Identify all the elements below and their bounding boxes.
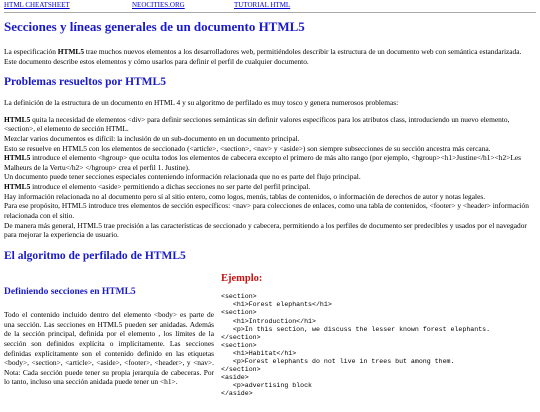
defining-sections-paragraph: Todo el contenido incluido dentro del elemento <body> es parte de una sección. Las secciones en HTML5 pueden ser anidadas. Además de la sección principal, definida por el elemento , los límites de la sección son definidos explícita o implícitamente. Las secciones definidas explícitamente son el contenido definido en las etiquetas <body>, <section>, <article>, <aside>, <footer>, <header>, y <nav>. Nota: Cada sección puede tener su propia jerarquía de cabeceras. Por lo tanto, incluso una sección anidada puede tener un <h1>. (4, 310, 214, 387)
problem-line: HTML5 quita la necesidad de elementos <div> para definir secciones semánticas sin definir valores específicos para los atributos class, introduciendo un nuevo elemento, <section>, el elemento de sección HTML. (4, 114, 510, 134)
left-column (4, 272, 214, 387)
problems-lead: La definición de la estructura de un documento en HTML 4 y su algoritmo de perfilado es muy tosco y genera numerosos problemas: (4, 98, 399, 108)
nav-link-tutorial-html[interactable]: TUTORIAL HTML (234, 1, 291, 9)
intro-paragraph-2: Este documento describe estos elementos y cómo usarlos para definir el perfil de cualquier documento. (4, 56, 309, 66)
problem-line: Hay información relacionada no al documento pero sí al sitio entero, como logos, menús, tablas de contenidos, o información de derechos de autor y notas legales. (4, 191, 486, 201)
subheading-defining-sections: Definiendo secciones en HTML5 (4, 286, 136, 297)
page-title: Secciones y líneas generales de un documento HTML5 (4, 19, 305, 34)
intro-paragraph: La especificación HTML5 trae muchos nuevos elementos a los desarrolladores web, permitiéndoles describir la estructura de un documento web con semántica estandarizada. (4, 46, 522, 56)
example-label: Ejemplo: (221, 272, 263, 284)
nav-link-neocities[interactable]: NEOCITIES.ORG (132, 1, 185, 9)
problem-line: De manera más general, HTML5 trae precisión a las características de seccionado y cabecera, permitiendo a los perfiles de documento ser predecibles y usados por el navegador para mejorar la experiencia de usuario. (4, 220, 527, 240)
problem-line: Para ese propósito, HTML5 introduce tres elementos de sección específicos: <nav> para colecciones de enlaces, como una tabla de contenidos, <footer> y <header> información relacionada con el sitio. (4, 201, 529, 220)
two-column-section (4, 272, 536, 412)
problems-list (4, 115, 536, 240)
problem-line: Un documento puede tener secciones especiales conteniendo información relacionada que no es parte del flujo principal. (4, 172, 361, 182)
problem-line: HTML5 introduce el elemento <aside> permitiendo a dichas secciones no ser parte del perfil principal. (4, 182, 311, 192)
problem-line: Esto se resuelve en HTML5 con los elementos de seccionado (<article>, <section>, <nav> y <aside>) son siempre subsecciones de su sección ancestra más cercana. (4, 143, 491, 153)
problem-line: HTML5 introduce el elemento <hgroup> que oculta todos los elementos de cabecera excepto el primero de más alto rango (por ejemplo, <hgroup><h1>Justine</h1><h2>Les Malheurs de la Vertu</h2> </hgroup> crea el perfil 1. Justine). (4, 153, 522, 172)
problem-line: Mezclar varios documentos es difícil: la inclusión de un sub-documento en un documento principal. (4, 133, 300, 143)
nav-divider (4, 12, 536, 13)
code-example: <section> <h1>Forest elephants</h1> <section> <h1>Introduction</h1> <p>In this section, we discuss the lesser known forest elephants. </section> <section> <h1>Habitat</h1> <p>Forest elephants do not live in trees but among them. </section> <aside> <p>advertising block </aside> (221, 293, 536, 397)
section-heading-algorithm: El algoritmo de perfilado de HTML5 (4, 249, 186, 262)
section-heading-problems: Problemas resueltos por HTML5 (4, 76, 166, 89)
nav-link-html-cheatsheet[interactable]: HTML CHEATSHEET (4, 1, 70, 9)
right-column (221, 272, 536, 398)
top-navigation (4, 0, 536, 10)
